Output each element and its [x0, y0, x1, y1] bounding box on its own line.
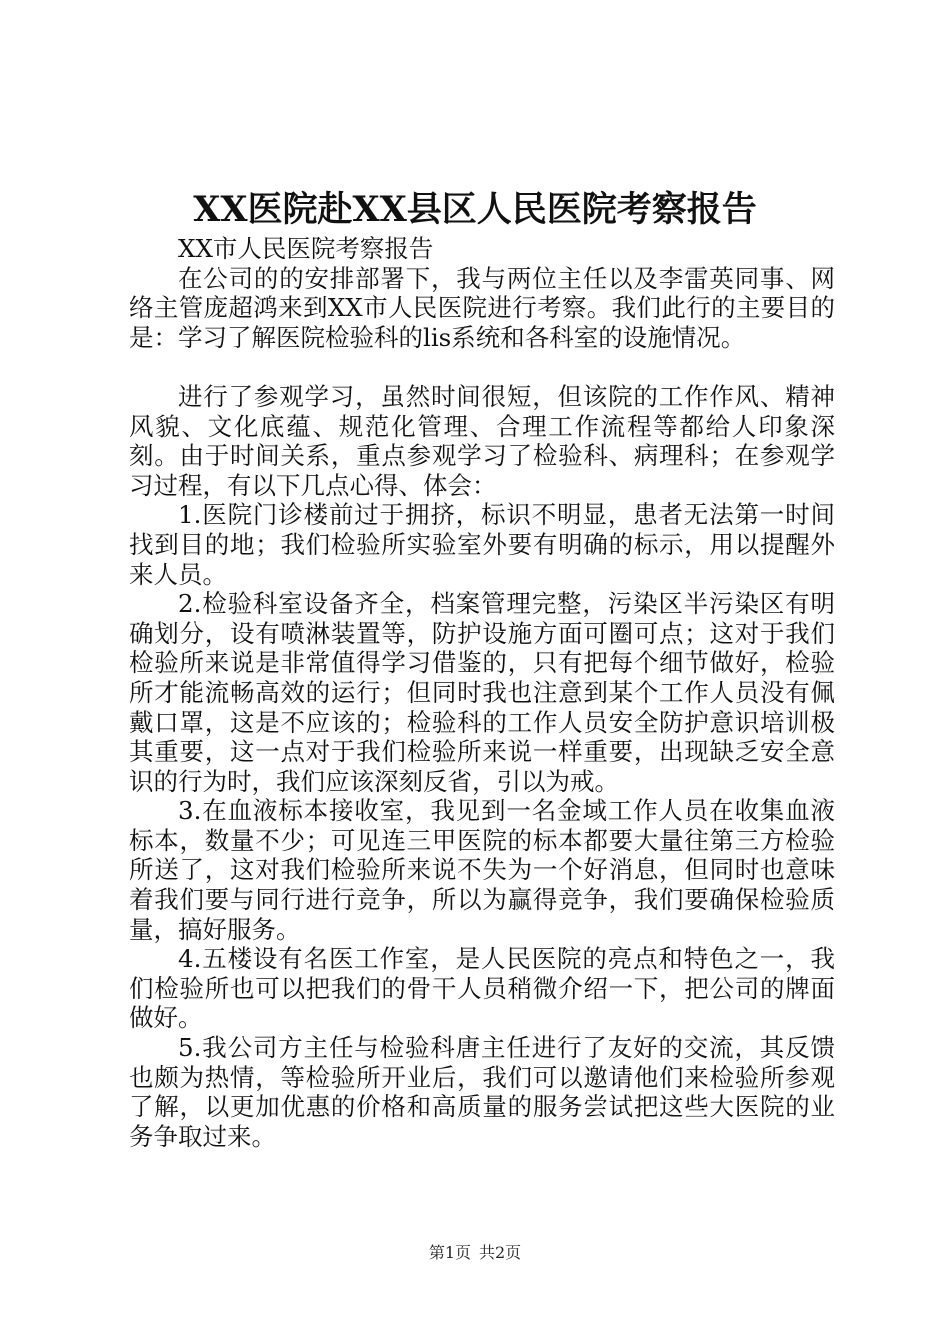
paragraph-point-2: 2.检验科室设备齐全，档案管理完整，污染区半污染区有明确划分，设有喷淋装置等，防护设施方面可圈可点；这对于我们检验所来说是非常值得学习借鉴的，只有把每个细节做好，检验所才能流畅高效的运行；但同时我也注意到某个工作人员没有佩戴口罩，这是不应该的；检验科的工作人员安全防护意识培训极其重要，这一点对于我们检验所来说一样重要，出现缺乏安全意识的行为时，我们应该深刻反省，引以为戒。	[129, 589, 835, 796]
paragraph-point-5: 5.我公司方主任与检验科唐主任进行了友好的交流，其反馈也颇为热情，等检验所开业后，我们可以邀请他们来检验所参观了解，以更加优惠的价格和高质量的服务尝试把这些大医院的业务争取过来。	[129, 1033, 835, 1151]
page-total: 共2页	[479, 1243, 522, 1262]
document-body	[129, 234, 835, 1151]
paragraph-intro: 在公司的的安排部署下，我与两位主任以及李雷英同事、网络主管庞超鸿来到XX市人民医院进行考察。我们此行的主要目的是：学习了解医院检验科的lis系统和各科室的设施情况。	[129, 263, 835, 352]
paragraph-point-4: 4.五楼设有名医工作室，是人民医院的亮点和特色之一，我们检验所也可以把我们的骨干人员稍微介绍一下，把公司的牌面做好。	[129, 944, 835, 1033]
page-footer	[0, 1243, 950, 1263]
paragraph-point-1: 1.医院门诊楼前过于拥挤，标识不明显，患者无法第一时间找到目的地；我们检验所实验室外要有明确的标示，用以提醒外来人员。	[129, 500, 835, 589]
paragraph-point-3: 3.在血液标本接收室，我见到一名金域工作人员在收集血液标本，数量不少；可见连三甲医院的标本都要大量往第三方检验所送了，这对我们检验所来说不失为一个好消息，但同时也意味着我们要与同行进行竞争，所以为赢得竞争，我们要确保检验质量，搞好服务。	[129, 796, 835, 944]
paragraph-subtitle: XX市人民医院考察报告	[178, 234, 434, 263]
paragraph-overview: 进行了参观学习，虽然时间很短，但该院的工作作风、精神风貌、文化底蕴、规范化管理、合理工作流程等都给人印象深刻。由于时间关系，重点参观学习了检验科、病理科；在参观学习过程，有以下几点心得、体会：	[129, 381, 835, 500]
page-number: 第1页	[428, 1243, 471, 1262]
document-title: XX医院赴XX县区人民医院考察报告	[193, 189, 757, 230]
